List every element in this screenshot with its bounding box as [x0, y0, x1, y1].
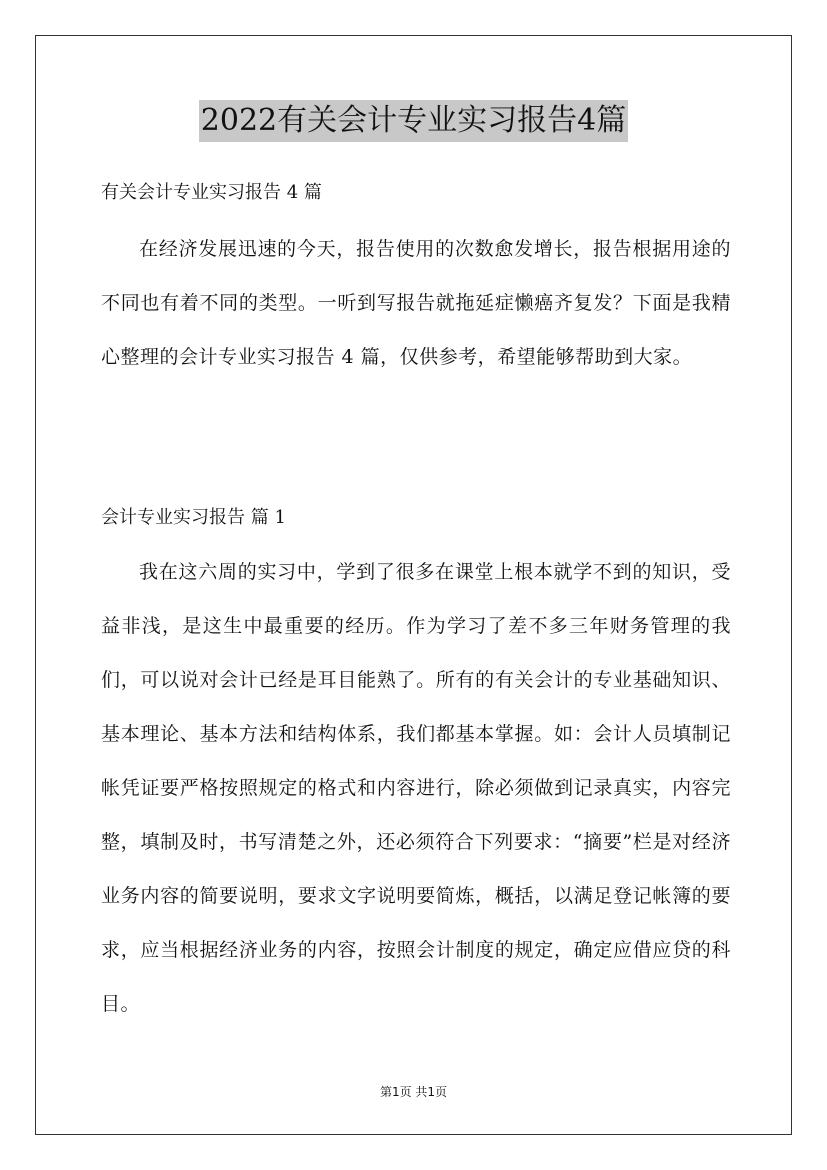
section-body-paragraph: 我在这六周的实习中，学到了很多在课堂上根本就学不到的知识，受益非浅，是这生中最重要的经历。作为学习了差不多三年财务管理的我们，可以说对会计已经是耳目能熟了。所有的有关会计的专业基础知识、基本理论、基本方法和结构体系，我们都基本掌握。如：会计人员填制记帐凭证要严格按照规定的格式和内容进行，除必须做到记录真实，内容完整，填制及时，书写清楚之外，还必须符合下列要求：“摘要”栏是对经济业务内容的简要说明，要求文字说明要简炼，概括，以满足登记帐簿的要求，应当根据经济业务的内容，按照会计制度的规定，确定应借应贷的科目。	[101, 561, 731, 1015]
document-title: 2022有关会计专业实习报告4篇	[199, 100, 628, 142]
page-footer: 第1页 共1页	[379, 1085, 448, 1099]
title-container	[0, 100, 827, 142]
document-subtitle: 有关会计专业实习报告 4 篇	[101, 182, 322, 203]
intro-paragraph: 在经济发展迅速的今天，报告使用的次数愈发增长，报告根据用途的不同也有着不同的类型。一听到写报告就拖延症懒癌齐复发？下面是我精心整理的会计专业实习报告 4 篇，仅供参考，希望能够帮助到大家。	[101, 238, 731, 368]
section-heading: 会计专业实习报告 篇 1	[101, 507, 286, 528]
